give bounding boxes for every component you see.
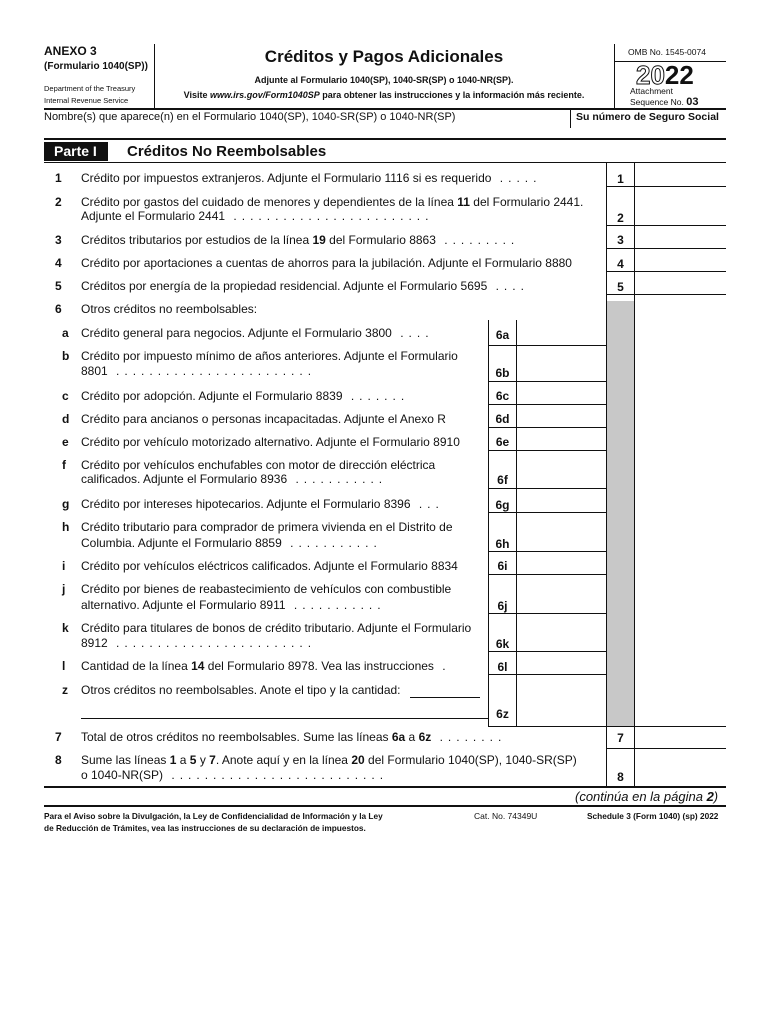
taxpayer-name-label: Nombre(s) que aparece(n) en el Formulario 1040(SP), 1040-SR(SP) o 1040-NR(SP): [44, 111, 456, 123]
continue-note: (continúa en la página 2): [575, 789, 719, 804]
line-8-text: Sume las líneas 1 a 5 y 7. Anote aquí y en la línea 20 del Formulario 1040(SP), 1040-SR(SP): [81, 753, 577, 767]
line-6h-text-cont: Columbia. Adjunte el Formulario 8859 ...........: [81, 536, 382, 550]
catalog-number: Cat. No. 74349U: [474, 811, 538, 821]
form-subtitle: (Formulario 1040(SP)): [44, 61, 148, 72]
line-6j-text-cont: alternativo. Adjunte el Formulario 8911 ...........: [81, 598, 386, 612]
line-6k-text-cont: 8912 ........................: [81, 636, 317, 650]
line-2-box-label: 2: [617, 211, 624, 225]
line-6f-text-cont: calificados. Adjunte el Formulario 8936 ...........: [81, 472, 388, 486]
line-8-box-label: 8: [617, 770, 624, 784]
line-3-amount-field[interactable]: [635, 226, 726, 248]
line-6a-letter: a: [62, 326, 69, 340]
line-6-number: 6: [55, 302, 62, 316]
visit-suffix: para obtener las instrucciones y la información más reciente.: [322, 90, 585, 100]
line-6z-box-label: 6z: [496, 707, 509, 721]
part-1-title: Créditos No Reembolsables: [127, 143, 327, 160]
line-6h-amount-field[interactable]: [517, 513, 606, 551]
line-6e-box-label: 6e: [495, 435, 510, 449]
line-6z-text: Otros créditos no reembolsables. Anote el tipo y la cantidad:: [81, 683, 401, 697]
form-title: Créditos y Pagos Adicionales: [264, 47, 504, 66]
line-6f-box-label: 6f: [497, 473, 508, 487]
line-6d-amount-field[interactable]: [517, 405, 606, 427]
line-7-number: 7: [55, 730, 62, 744]
visit-prefix: Visite: [183, 90, 208, 100]
ssn-field[interactable]: [571, 126, 726, 138]
attach-instruction: Adjunte al Formulario 1040(SP), 1040-SR(SP) o 1040-NR(SP).: [254, 75, 514, 85]
line-6b-text-cont: 8801 ........................: [81, 364, 317, 378]
line-6e-text: Crédito por vehículo motorizado alternativo. Adjunte el Formulario 8910: [81, 435, 460, 449]
line-6c-amount-field[interactable]: [517, 382, 606, 404]
line-5-text: Créditos por energía de la propiedad residencial. Adjunte el Formulario 5695 ....: [81, 279, 529, 293]
line-5-box-label: 5: [617, 280, 624, 294]
line-2-text: Crédito por gastos del cuidado de menores y dependientes de la línea 11 del Formulario 2441.: [81, 195, 584, 209]
sequence-label: Sequence No. 03: [630, 96, 699, 108]
line-6g-text: Crédito por intereses hipotecarios. Adjunte el Formulario 8396 ...: [81, 497, 444, 511]
department-line-1: Department of the Treasury: [44, 84, 136, 93]
line-6i-box-label: 6i: [497, 559, 508, 573]
line-6d-text: Crédito para ancianos o personas incapacitadas. Adjunte el Anexo R: [81, 412, 446, 426]
line-6i-amount-field[interactable]: [517, 552, 606, 574]
year-bold: 22: [664, 60, 694, 90]
schedule-id: Schedule 3 (Form 1040) (sp) 2022: [587, 811, 719, 821]
line-6z-type-field-2[interactable]: [81, 702, 488, 718]
line-6h-box-label: 6h: [495, 537, 510, 551]
line-6h-letter: h: [62, 520, 70, 534]
line-7-text: Total de otros créditos no reembolsables. Sume las líneas 6a a 6z ........: [81, 730, 507, 744]
line-4-amount-field[interactable]: [635, 249, 726, 271]
ssn-label: Su número de Seguro Social: [576, 111, 719, 123]
line-6a-amount-field[interactable]: [517, 320, 606, 345]
taxpayer-name-field[interactable]: [44, 126, 570, 138]
line-4-number: 4: [55, 256, 62, 270]
line-6k-letter: k: [62, 621, 69, 635]
line-6c-box-label: 6c: [495, 389, 510, 403]
part-1-tag: Parte I: [44, 142, 108, 161]
line-8-number: 8: [55, 753, 62, 767]
line-6a-box-label: 6a: [495, 328, 510, 342]
line-3-number: 3: [55, 233, 62, 247]
line-6e-amount-field[interactable]: [517, 428, 606, 450]
line-6j-letter: j: [62, 582, 66, 596]
line-6z-amount-field[interactable]: [517, 675, 606, 726]
line-1-box-label: 1: [617, 172, 624, 186]
line-6z-type-field[interactable]: [410, 683, 480, 697]
line-2-text-cont: Adjunte el Formulario 2441 ........................: [81, 209, 434, 223]
line-3-text: Créditos tributarios por estudios de la línea 19 del Formulario 8863 .........: [81, 233, 520, 247]
line-7-box-label: 7: [617, 731, 624, 745]
line-6g-letter: g: [62, 497, 70, 511]
visit-instruction: [154, 90, 614, 100]
line-6h-text: Crédito tributario para comprador de primera vivienda en el Distrito de: [81, 520, 453, 534]
line-6c-letter: c: [62, 389, 69, 403]
line-5-amount-field[interactable]: [635, 272, 726, 294]
shaded-column: [606, 301, 635, 726]
line-3-box-label: 3: [617, 233, 624, 247]
line-6k-text: Crédito para titulares de bonos de crédito tributario. Adjunte el Formulario: [81, 621, 472, 635]
line-6a-text: Crédito general para negocios. Adjunte el Formulario 3800 ....: [81, 326, 434, 340]
irs-url-link[interactable]: www.irs.gov/Form1040SP: [210, 90, 320, 100]
line-6b-box-label: 6b: [495, 366, 510, 380]
line-6b-amount-field[interactable]: [517, 346, 606, 381]
line-4-box-label: 4: [617, 257, 624, 271]
line-6f-text: Crédito por vehículos enchufables con motor de dirección eléctrica: [81, 458, 436, 472]
line-6l-amount-field[interactable]: [517, 652, 606, 674]
privacy-notice-2: de Reducción de Trámites, vea las instrucciones de su declaración de impuestos.: [44, 823, 366, 833]
line-1-amount-field[interactable]: [635, 163, 726, 186]
line-6j-amount-field[interactable]: [517, 575, 606, 613]
line-6c-text: Crédito por adopción. Adjunte el Formulario 8839 .......: [81, 389, 410, 403]
line-6j-text: Crédito por bienes de reabastecimiento de vehículos con combustible: [81, 582, 452, 596]
privacy-notice-1: Para el Aviso sobre la Divulgación, la Ley de Confidencialidad de Información y la Ley: [44, 811, 383, 821]
line-6b-text: Crédito por impuesto mínimo de años anteriores. Adjunte el Formulario: [81, 349, 458, 363]
line-6k-amount-field[interactable]: [517, 614, 606, 651]
line-6f-letter: f: [62, 458, 66, 472]
line-6g-box-label: 6g: [495, 498, 510, 512]
line-6l-text: Cantidad de la línea 14 del Formulario 8978. Vea las instrucciones .: [81, 659, 451, 673]
line-6l-letter: l: [62, 659, 66, 673]
year-outline: 20: [636, 60, 665, 90]
line-6k-box-label: 6k: [495, 637, 510, 651]
line-6i-letter: i: [62, 559, 66, 573]
line-8-amount-field[interactable]: [635, 749, 726, 786]
line-2-amount-field[interactable]: [635, 187, 726, 225]
line-6d-box-label: 6d: [495, 412, 510, 426]
line-6b-letter: b: [62, 349, 70, 363]
line-6e-letter: e: [62, 435, 69, 449]
line-1-number: 1: [55, 171, 62, 185]
line-7-amount-field[interactable]: [635, 727, 726, 748]
line-8-text-cont: o 1040-NR(SP) ..........................: [81, 768, 389, 782]
line-4-text: Crédito por aportaciones a cuentas de ahorros para la jubilación. Adjunte el Formulario 8880: [81, 256, 572, 270]
line-5-number: 5: [55, 279, 62, 293]
omb-number: OMB No. 1545-0074: [628, 47, 706, 57]
line-6f-amount-field[interactable]: [517, 451, 606, 488]
line-6i-text: Crédito por vehículos eléctricos calificados. Adjunte el Formulario 8834: [81, 559, 458, 573]
line-1-text: Crédito por impuestos extranjeros. Adjunte el Formulario 1116 si es requerido .....: [81, 171, 542, 185]
line-6j-box-label: 6j: [497, 599, 508, 613]
line-6g-amount-field[interactable]: [517, 489, 606, 512]
line-6d-letter: d: [62, 412, 70, 426]
sequence-number: 03: [686, 96, 699, 108]
line-6z-letter: z: [62, 683, 68, 697]
line-6-text: Otros créditos no reembolsables:: [81, 302, 258, 316]
line-6l-box-label: 6l: [497, 660, 508, 674]
form-name: ANEXO 3: [44, 44, 97, 58]
line-2-number: 2: [55, 195, 62, 209]
attachment-label: Attachment: [630, 86, 673, 96]
department-line-2: Internal Revenue Service: [44, 96, 129, 105]
